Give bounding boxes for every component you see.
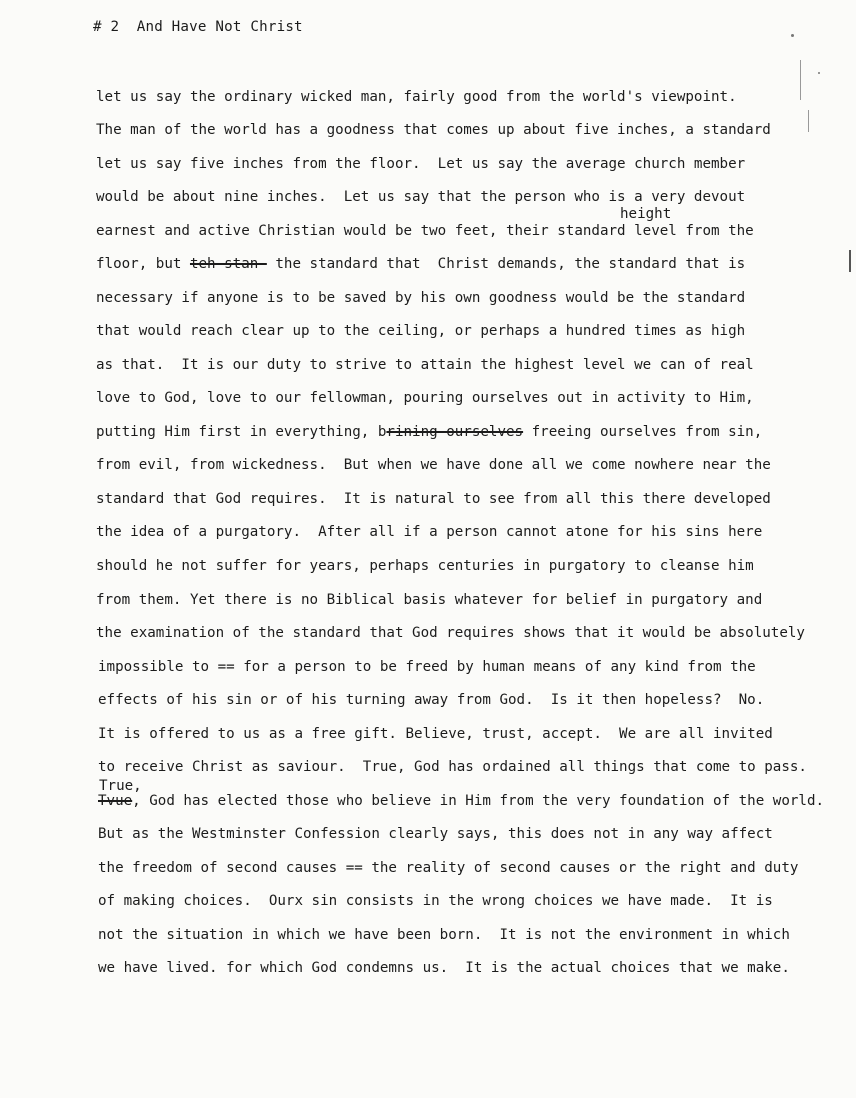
line-text: let us say five inches from the floor. Let us say the average church member	[96, 156, 746, 172]
page-header: # 2 And Have Not Christ	[93, 19, 303, 35]
line-text: to receive Christ as saviour. True, God has ordained all things that come to pass.	[98, 759, 807, 775]
text-line	[96, 624, 805, 642]
margin-mark	[800, 60, 801, 100]
struck-text: Tvue	[98, 793, 133, 809]
line-text: earnest and active Christian would be two feet, their standard level from the	[96, 223, 754, 239]
inserted-word-height: height	[620, 206, 672, 222]
line-text: from them. Yet there is no Biblical basis whatever for belief in purgatory and	[96, 592, 763, 608]
text-line	[96, 456, 771, 474]
line-text: the standard that Christ demands, the standard that is	[266, 256, 746, 272]
line-text: should he not suffer for years, perhaps centuries in purgatory to cleanse him	[96, 558, 754, 574]
text-line	[96, 490, 771, 508]
text-line	[98, 892, 773, 910]
text-line	[96, 591, 762, 609]
line-text: the examination of the standard that God requires shows that it would be absolutely	[96, 625, 805, 641]
line-text: let us say the ordinary wicked man, fairly good from the world's viewpoint.	[96, 89, 737, 105]
struck-text: teh-stan-	[189, 256, 267, 272]
text-line	[98, 792, 824, 810]
line-text: the freedom of second causes == the reality of second causes or the right and duty	[98, 860, 799, 876]
line-text: The man of the world has a goodness that comes up about five inches, a standard	[96, 122, 771, 138]
inserted-word-true: True,	[99, 778, 142, 794]
text-line	[96, 222, 754, 240]
line-text: that would reach clear up to the ceiling, or perhaps a hundred times as high	[96, 323, 746, 339]
scan-speck	[818, 72, 820, 74]
line-text: freeing ourselves from sin,	[523, 424, 763, 440]
struck-text: rining-ourselves	[386, 424, 524, 440]
text-line	[98, 691, 764, 709]
text-line	[98, 859, 798, 877]
line-text: necessary if anyone is to be saved by his own goodness would be the standard	[96, 290, 746, 306]
line-text: It is offered to us as a free gift. Believe, trust, accept. We are all invited	[98, 726, 773, 742]
text-line	[96, 121, 771, 139]
text-line	[96, 557, 754, 575]
text-line	[96, 88, 737, 106]
line-text: But as the Westminster Confession clearly says, this does not in any way affect	[98, 826, 773, 842]
line-text: love to God, love to our fellowman, pouring ourselves out in activity to Him,	[96, 390, 754, 406]
line-text: impossible to == for a person to be freed by human means of any kind from the	[98, 659, 756, 675]
text-line	[96, 322, 745, 340]
margin-mark	[808, 110, 809, 132]
line-text: as that. It is our duty to strive to attain the highest level we can of real	[96, 357, 754, 373]
line-text: would be about nine inches. Let us say that the person who is a very devout	[96, 189, 746, 205]
text-line	[96, 155, 745, 173]
text-line	[96, 255, 745, 273]
text-line	[98, 959, 790, 977]
line-text: effects of his sin or of his turning away from God. Is it then hopeless? No.	[98, 692, 765, 708]
scan-speck	[791, 34, 794, 37]
line-text: of making choices. Ourx sin consists in the wrong choices we have made. It is	[98, 893, 773, 909]
line-text: standard that God requires. It is natural to see from all this there developed	[96, 491, 771, 507]
text-line	[96, 389, 754, 407]
line-text: floor, but	[96, 256, 190, 272]
text-line	[96, 423, 762, 441]
text-line	[98, 825, 773, 843]
text-line	[98, 758, 807, 776]
line-text: from evil, from wickedness. But when we have done all we come nowhere near the	[96, 457, 771, 473]
margin-mark	[849, 250, 851, 272]
line-text: , God has elected those who believe in Him from the very foundation of the world.	[132, 793, 825, 809]
text-line	[96, 356, 754, 374]
text-line	[96, 289, 745, 307]
line-text: the idea of a purgatory. After all if a person cannot atone for his sins here	[96, 524, 763, 540]
text-line	[96, 523, 762, 541]
line-text: not the situation in which we have been born. It is not the environment in which	[98, 927, 790, 943]
text-line	[98, 926, 790, 944]
text-line	[96, 188, 745, 206]
line-text: we have lived. for which God condemns us. It is the actual choices that we make.	[98, 960, 790, 976]
text-line	[98, 658, 756, 676]
text-line	[98, 725, 773, 743]
line-text: putting Him first in everything, b	[96, 424, 387, 440]
